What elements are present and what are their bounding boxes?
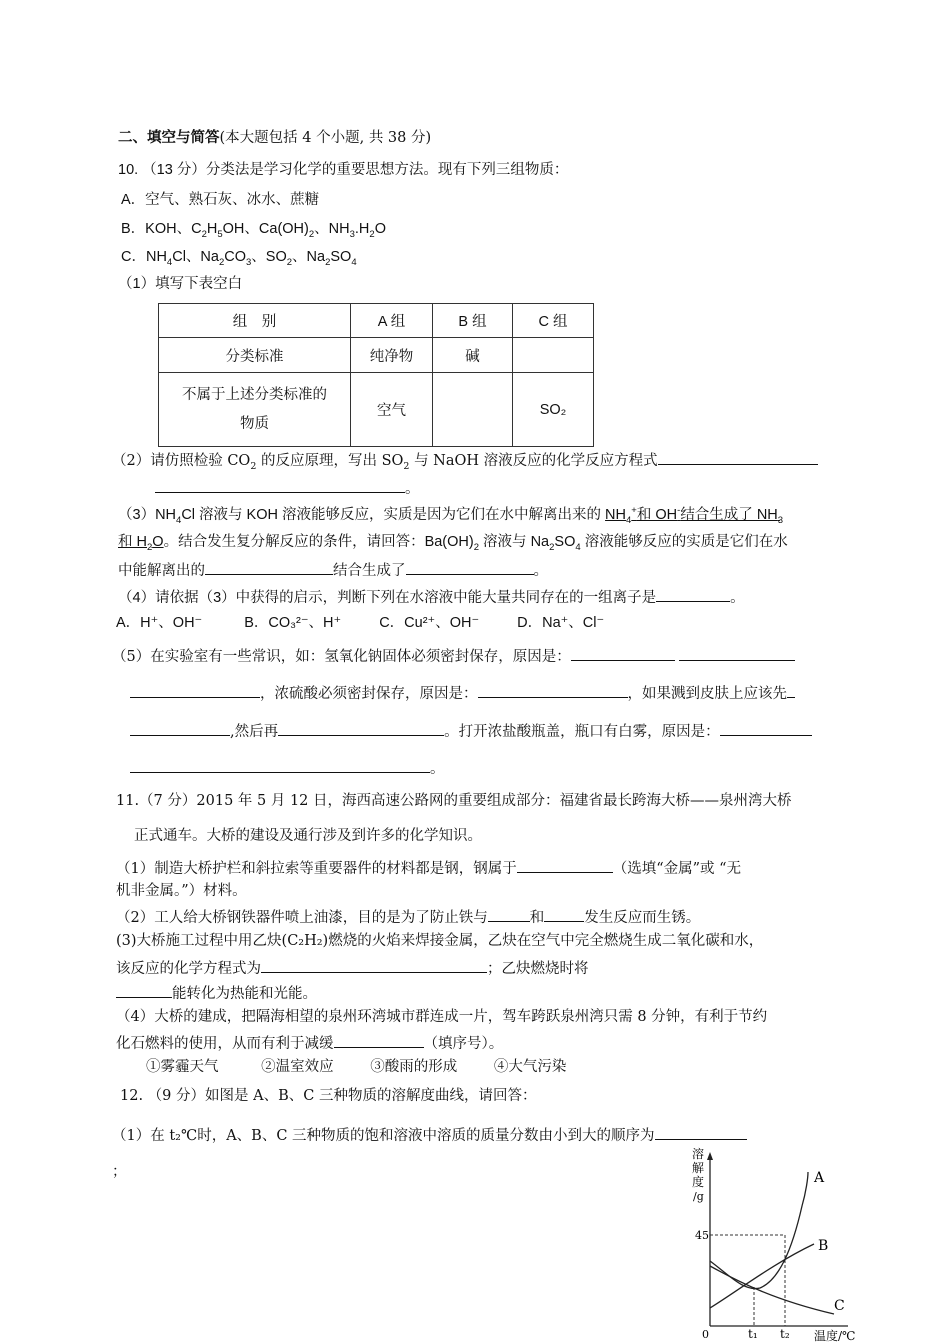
part5-text: ,然后再 (230, 724, 279, 740)
curve-a (710, 1172, 808, 1289)
answer-blank[interactable] (571, 645, 675, 661)
q10-part4-options (116, 613, 604, 633)
q10-part5-line2 (130, 682, 795, 704)
q12-stem: 12. （9 分）如图是 A、B、C 三种物质的溶解度曲线，请回答： (120, 1088, 537, 1104)
q10-part5-line1 (112, 645, 795, 667)
q10-stem: 10. （13 分）分类法是学习化学的重要思想方法。现有下列三组物质： (118, 162, 569, 178)
q11-stem-line2: 正式通车。大桥的建设及通行涉及到许多的化学知识。 (134, 828, 482, 844)
table-row-standard-label: 分类标准 (159, 338, 351, 373)
section-title: 二、填空与简答 (118, 130, 220, 146)
exception-label-line2: 物质 (240, 415, 269, 432)
q12-part1-line1 (112, 1124, 747, 1146)
q11-options (146, 1057, 566, 1077)
q10-part5-line3 (130, 720, 812, 742)
option-d: D．Na⁺、Cl⁻ (517, 615, 605, 631)
part5-text: 。 (430, 761, 445, 777)
option-b: B．CO₃²⁻、H⁺ (244, 615, 342, 631)
y-axis-label-3: 度 (692, 1175, 705, 1189)
legend-a: A (814, 1170, 825, 1186)
q11-part4-line1: （4）大桥的建成，把隔海相望的泉州环湾城市群连成一片，驾车跨跃泉州湾只需 8 分钟，有利于节约 (116, 1009, 768, 1025)
answer-blank[interactable] (655, 1124, 747, 1140)
q11-option-3: ③酸雨的形成 (370, 1059, 458, 1075)
curve-c (710, 1266, 834, 1314)
q10-group-b: B．KOH、$C_2H_5OH$、$Ca(OH)_2$、$NH_3.H_2O$ (121, 221, 386, 240)
q11-text: 发生反应而生锈。 (584, 910, 701, 926)
solubility-chart (684, 1140, 856, 1344)
answer-blank[interactable] (116, 982, 172, 998)
answer-blank[interactable] (278, 720, 444, 736)
option-a: A．H⁺、OH⁻ (116, 615, 203, 631)
q11-part3-line3 (116, 982, 317, 1004)
table-header-b: B 组 (433, 304, 513, 338)
x-tick-t1: t₁ (748, 1327, 758, 1341)
table-header-a: A 组 (351, 304, 433, 338)
answer-blank[interactable] (130, 720, 230, 736)
answer-blank[interactable] (155, 477, 405, 493)
option-c: C．Cu²⁺、OH⁻ (379, 615, 480, 631)
q11-option-1: ①雾霾天气 (146, 1059, 219, 1075)
part5-text: 。打开浓盐酸瓶盖，瓶口有白雾，原因是： (444, 724, 720, 740)
q11-text: （选填“金属”或 “无 (612, 861, 742, 877)
answer-blank[interactable] (130, 757, 430, 773)
part5-text: （5）在实验室有一些常识，如：氢氧化钠固体必须密封保存，原因是： (112, 649, 571, 665)
y-axis-label-2: 解 (692, 1161, 705, 1175)
table-cell-b-exception[interactable] (433, 373, 513, 447)
q11-option-4: ④大气污染 (493, 1059, 567, 1075)
q10-part2-line2: 。 (155, 477, 420, 499)
q11-text: 该反应的化学方程式为 (116, 961, 261, 977)
q11-text: （2）工人给大桥钢铁器件喷上油漆，目的是为了防止铁与 (116, 910, 488, 926)
section-note: (本大题包括 4 个小题, 共 38 分) (219, 130, 432, 146)
q11-text: （填序号）。 (423, 1036, 504, 1052)
q11-part2 (116, 906, 700, 928)
answer-blank[interactable] (130, 682, 260, 698)
y-axis-label-4: /g (693, 1190, 704, 1203)
q11-part3-line1: (3)大桥施工过程中用乙炔(C₂H₂)燃烧的火焰来焊接金属，乙炔在空气中完全燃烧生成二氧化碳和水， (116, 933, 764, 949)
q11-part1-line2: 机非金属。”）材料。 (116, 883, 247, 899)
part5-text: ，如果溅到皮肤上应该先 (627, 686, 787, 702)
answer-blank[interactable] (334, 1032, 424, 1048)
q11-part4-line2 (116, 1032, 503, 1054)
table-cell-a-exception: 空气 (351, 373, 433, 447)
q12-text: （1）在 t₂℃时，A、B、C 三种物质的饱和溶液中溶质的质量分数由小到大的顺序为 (112, 1128, 655, 1144)
answer-blank[interactable] (517, 857, 613, 873)
answer-blank[interactable] (406, 559, 534, 575)
answer-blank[interactable] (478, 682, 628, 698)
classification-table (158, 303, 594, 447)
answer-blank[interactable] (488, 906, 530, 922)
q11-stem-line1: 11.（7 分）2015 年 5 月 12 日，海西高速公路网的重要组成部分：福建省最长跨海大桥——泉州湾大桥 (116, 793, 792, 809)
q11-part1-line1 (116, 857, 741, 879)
exception-label-line1: 不属于上述分类标准的 (182, 386, 327, 403)
y-axis-label-1: 溶 (692, 1147, 705, 1161)
answer-blank[interactable] (261, 957, 487, 973)
table-cell-c-standard[interactable] (513, 338, 594, 373)
answer-blank[interactable] (720, 720, 812, 736)
table-row-exception-label (159, 373, 351, 447)
answer-blank[interactable] (658, 449, 818, 465)
table-header-group: 组 别 (159, 304, 351, 338)
part5-text: ，浓硫酸必须密封保存，原因是： (260, 686, 478, 702)
legend-b: B (818, 1238, 829, 1254)
q11-text: ；乙炔燃烧时将 (487, 961, 589, 977)
q10-part5-line4 (130, 757, 445, 779)
q11-option-2: ②温室效应 (261, 1059, 334, 1075)
x-tick-t2: t₂ (780, 1327, 790, 1341)
q11-text: 能转化为热能和光能。 (172, 986, 317, 1002)
q10-group-c: C．$NH_4Cl$、$Na_2CO_3$、$SO_2$、$Na_2SO_4$ (121, 249, 357, 268)
answer-blank[interactable] (679, 645, 795, 661)
q10-part3-line1: $(3)NH_4Cl$ 溶液与 KOH 溶液能够反应，实质是因为它们在水中解离出来的 $NH_4^+$和 OH-结合生成了 $NH_3$ (118, 505, 784, 526)
table-cell-b-standard: 碱 (433, 338, 513, 373)
y-tick-45: 45 (695, 1229, 709, 1242)
q11-text: 化石燃料的使用，从而有利于减缓 (116, 1036, 334, 1052)
q10-group-a: A．空气、熟石灰、冰水、蔗糖 (121, 192, 320, 208)
q11-text: （1）制造大桥护栏和斜拉索等重要器件的材料都是钢，钢属于 (116, 861, 517, 877)
q12-part1-line2: ； (112, 1164, 127, 1180)
legend-c: C (834, 1298, 845, 1314)
q10-part3-line2: 和 $H_2O$。结合发生复分解反应的条件，请回答：$Ba(OH)_2$ 溶液与 $Na_2SO_4$ 溶液能够反应的实质是它们在水 (118, 534, 788, 553)
table-header-c: C 组 (513, 304, 594, 338)
answer-blank[interactable] (544, 906, 584, 922)
answer-blank[interactable] (205, 559, 333, 575)
q11-part3-line2 (116, 957, 589, 979)
origin-label: 0 (702, 1328, 709, 1341)
table-cell-a-standard: 纯净物 (351, 338, 433, 373)
x-axis-label: 温度/℃ (814, 1329, 856, 1343)
q10-part4: （4）请依据（3）中获得的启示，判断下列在水溶液中能大量共同存在的一组离子是 。 (118, 586, 745, 608)
q10-part3-line3: 中能解离出的 结合生成了 。 (118, 559, 548, 581)
section-heading (118, 128, 431, 148)
y-axis-arrow (707, 1152, 713, 1160)
table-cell-c-exception: SO₂ (513, 373, 594, 447)
answer-blank[interactable] (656, 586, 730, 602)
answer-blank[interactable] (787, 682, 795, 698)
q10-part1: （1）填写下表空白 (118, 276, 243, 292)
q11-text: 和 (529, 910, 545, 926)
q10-part2-line1: （2）请仿照检验 $CO_2$ 的反应原理，写出 $SO_2$ 与 NaOH 溶液反应的化学反应方程式 (112, 449, 818, 471)
curve-b (710, 1244, 814, 1308)
